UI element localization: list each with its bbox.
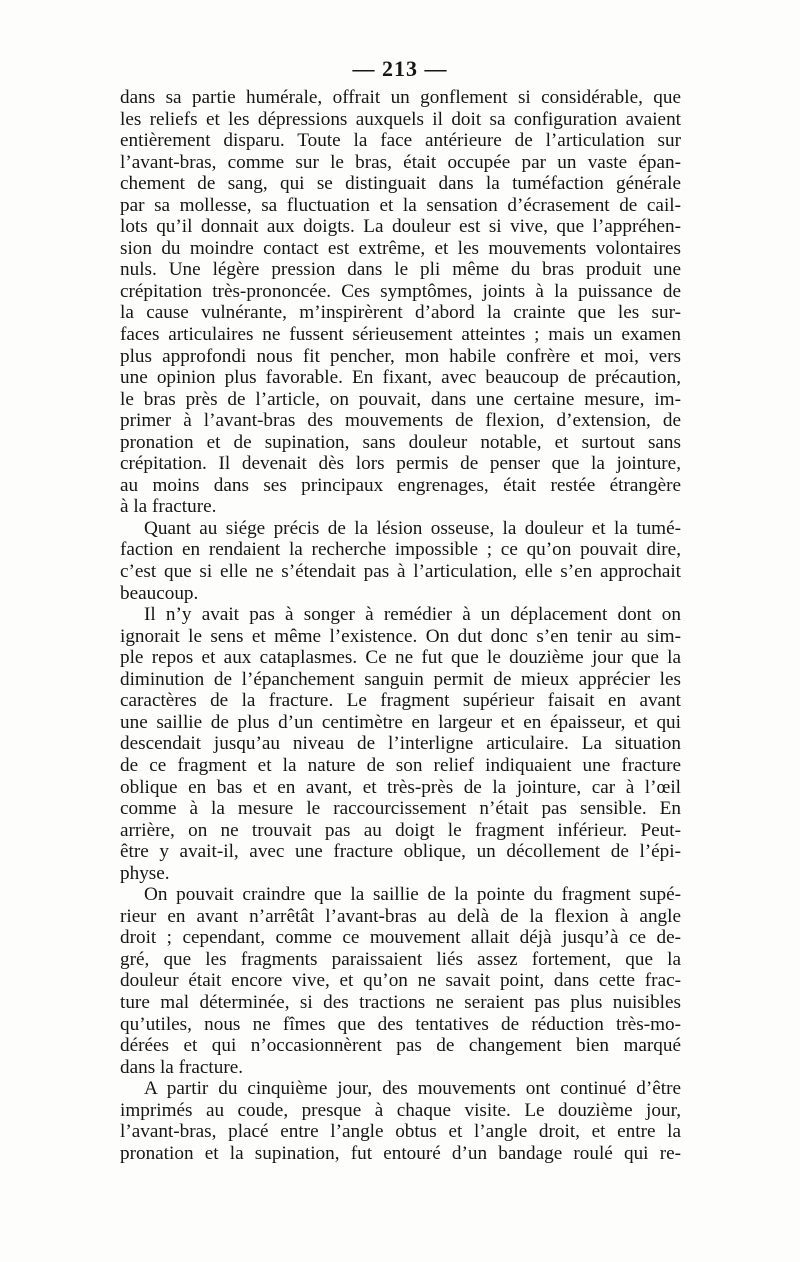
text-line: beaucoup. — [120, 582, 199, 604]
text-line: pronation et de supination, sans douleur notable, et surtout sans — [120, 431, 681, 453]
text-line: les reliefs et les dépressions auxquels il doit sa configuration avaient — [120, 108, 681, 130]
text-line: sion du moindre contact est extrême, et les mouvements volontaires — [120, 237, 681, 259]
text-line: Il n’y avait pas à songer à remédier à un déplacement dont on — [144, 604, 681, 626]
text-line: chement de sang, qui se distinguait dans la tuméfaction générale — [120, 173, 681, 195]
text-line: de ce fragment et la nature de son relief indiquaient une fracture — [120, 754, 681, 776]
text-line: l’avant-bras, comme sur le bras, était occupée par un vaste épan- — [120, 151, 681, 173]
text-line: c’est que si elle ne s’étendait pas à l’articulation, elle s’en approchait — [120, 561, 681, 583]
text-line: Quant au siége précis de la lésion osseuse, la douleur et la tumé- — [144, 517, 681, 539]
text-line: la cause vulnérante, m’inspirèrent d’abord la crainte que les sur- — [120, 302, 681, 324]
text-line: dans la fracture. — [120, 1056, 244, 1078]
text-line: l’avant-bras, placé entre l’angle obtus et l’angle droit, et entre la — [120, 1121, 681, 1143]
page-number: — 213 — — [352, 56, 448, 81]
text-line: oblique en bas et en avant, et très-près de la jointure, car à l’œil — [120, 776, 681, 798]
text-line: par sa mollesse, sa fluctuation et la sensation d’écrasement de cail- — [120, 194, 681, 216]
text-line: dans sa partie humérale, offrait un gonflement si considérable, que — [120, 87, 681, 108]
text-line: caractères de la fracture. Le fragment supérieur faisait en avant — [120, 690, 681, 712]
text-line: nuls. Une légère pression dans le pli même du bras produit une — [120, 259, 681, 281]
text-line: diminution de l’épanchement sanguin permit de mieux apprécier les — [120, 668, 681, 690]
text-line: primer à l’avant-bras des mouvements de flexion, d’extension, de — [120, 410, 681, 432]
text-line: rieur en avant n’arrêtât l’avant-bras au delà de la flexion à angle — [120, 905, 681, 927]
text-line: une saillie de plus d’un centimètre en largeur et en épaisseur, et qui — [120, 711, 681, 733]
text-line: ple repos et aux cataplasmes. Ce ne fut que le douzième jour que la — [120, 647, 681, 669]
text-line: faction en rendaient la recherche impossible ; ce qu’on pouvait dire, — [120, 539, 681, 561]
text-line: dérées et qui n’occasionnèrent pas de changement bien marqué — [120, 1035, 681, 1057]
text-line: être y avait-il, avec une fracture oblique, un décollement de l’épi- — [120, 841, 681, 863]
text-line: au moins dans ses principaux engrenages, était restée étrangère — [120, 474, 681, 496]
text-line: entièrement disparu. Toute la face antérieure de l’articulation sur — [120, 130, 681, 152]
text-line: droit ; cependant, comme ce mouvement allait déjà jusqu’à ce de- — [120, 927, 681, 949]
text-line: A partir du cinquième jour, des mouvements ont continué d’être — [144, 1078, 681, 1100]
text-line: une opinion plus favorable. En fixant, avec beaucoup de précaution, — [120, 367, 681, 389]
text-line: ignorait le sens et même l’existence. On dut donc s’en tenir au sim- — [120, 625, 681, 647]
text-line: comme à la mesure le raccourcissement n’était pas sensible. En — [120, 798, 681, 820]
text-line: à la fracture. — [120, 496, 217, 518]
text-line: imprimés au coude, presque à chaque visite. Le douzième jour, — [120, 1099, 681, 1121]
text-line: lots qu’il donnait aux doigts. La douleur est si vive, que l’appréhen- — [120, 216, 681, 238]
text-line: On pouvait craindre que la saillie de la pointe du fragment supé- — [144, 884, 681, 906]
text-line: faces articulaires ne fussent sérieusement atteintes ; mais un examen — [120, 324, 681, 346]
text-line: douleur était encore vive, et qu’on ne savait point, dans cette frac- — [120, 970, 681, 992]
text-line: physe. — [120, 862, 170, 884]
text-line: descendait jusqu’au niveau de l’interligne articulaire. La situation — [120, 733, 681, 755]
text-line: pronation et la supination, fut entouré d’un bandage roulé qui re- — [120, 1142, 681, 1164]
body-text — [120, 87, 681, 1164]
text-line: ture mal déterminée, si des tractions ne seraient pas plus nuisibles — [120, 991, 681, 1013]
text-line: arrière, on ne trouvait pas au doigt le fragment inférieur. Peut- — [120, 819, 681, 841]
text-line: gré, que les fragments paraissaient liés assez fortement, que la — [120, 948, 681, 970]
text-line: crépitation très-prononcée. Ces symptômes, joints à la puissance de — [120, 280, 681, 302]
text-line: crépitation. Il devenait dès lors permis de penser que la jointure, — [120, 453, 681, 475]
text-line: plus approfondi nous fit pencher, mon habile confrère et moi, vers — [120, 345, 681, 367]
text-line: le bras près de l’article, on pouvait, dans une certaine mesure, im- — [120, 388, 681, 410]
text-line: qu’utiles, nous ne fîmes que des tentatives de réduction très-mo- — [120, 1013, 681, 1035]
